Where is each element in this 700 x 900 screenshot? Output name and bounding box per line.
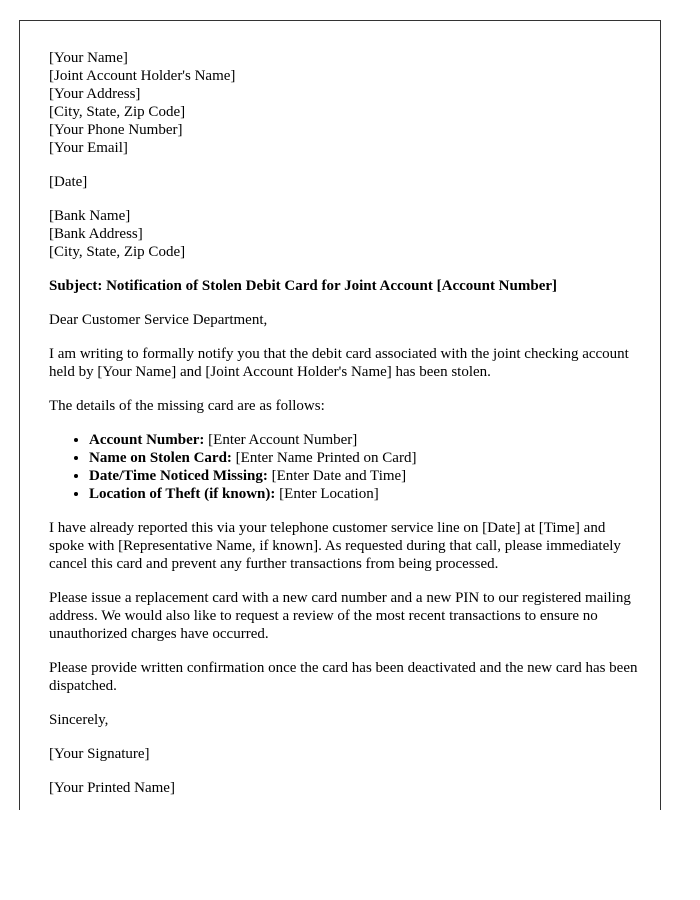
detail-label: Name on Stolen Card: [89,450,232,466]
recipient-bank-name: [Bank Name] [49,208,131,224]
detail-label: Date/Time Noticed Missing: [89,468,268,484]
list-item [89,467,639,485]
details-intro: The details of the missing card are as follows: [49,398,325,414]
recipient-block [49,207,639,261]
details-list [49,431,639,503]
list-item [89,431,639,449]
reported-paragraph: I have already reported this via your telephone customer service line on [Date] at [Time] and spoke with [Representative Name, if known]. As requested during that call, please immediately cancel this card and prevent any further transactions from being processed. [49,520,621,572]
letter-page [19,20,661,810]
detail-label: Account Number: [89,432,205,448]
sender-phone: [Your Phone Number] [49,122,183,138]
detail-value: [Enter Date and Time] [271,468,407,484]
list-item [89,485,639,503]
subject-line: Subject: Notification of Stolen Debit Card for Joint Account [Account Number] [49,278,558,294]
recipient-city: [City, State, Zip Code] [49,244,186,260]
sender-city: [City, State, Zip Code] [49,104,186,120]
confirmation-paragraph: Please provide written confirmation once the card has been deactivated and the new card has been dispatched. [49,660,638,694]
detail-value: [Enter Location] [279,486,379,502]
sender-email: [Your Email] [49,140,128,156]
letter-date: [Date] [49,174,88,190]
recipient-bank-address: [Bank Address] [49,226,143,242]
valediction: Sincerely, [49,712,109,728]
letter-body [49,49,639,797]
printed-name: [Your Printed Name] [49,780,175,796]
intro-paragraph: I am writing to formally notify you that the debit card associated with the joint checking account held by [Your Name] and [Joint Account Holder's Name] has been stolen. [49,346,629,380]
signature-placeholder: [Your Signature] [49,746,150,762]
sender-address: [Your Address] [49,86,141,102]
list-item [89,449,639,467]
sender-joint-holder: [Joint Account Holder's Name] [49,68,236,84]
salutation: Dear Customer Service Department, [49,312,268,328]
sender-name: [Your Name] [49,50,128,66]
detail-label: Location of Theft (if known): [89,486,276,502]
detail-value: [Enter Account Number] [208,432,358,448]
replacement-paragraph: Please issue a replacement card with a new card number and a new PIN to our registered mailing address. We would also like to request a review of the most recent transactions to ensure no unauthorized charges have occurred. [49,590,631,642]
detail-value: [Enter Name Printed on Card] [235,450,417,466]
sender-block [49,49,639,157]
